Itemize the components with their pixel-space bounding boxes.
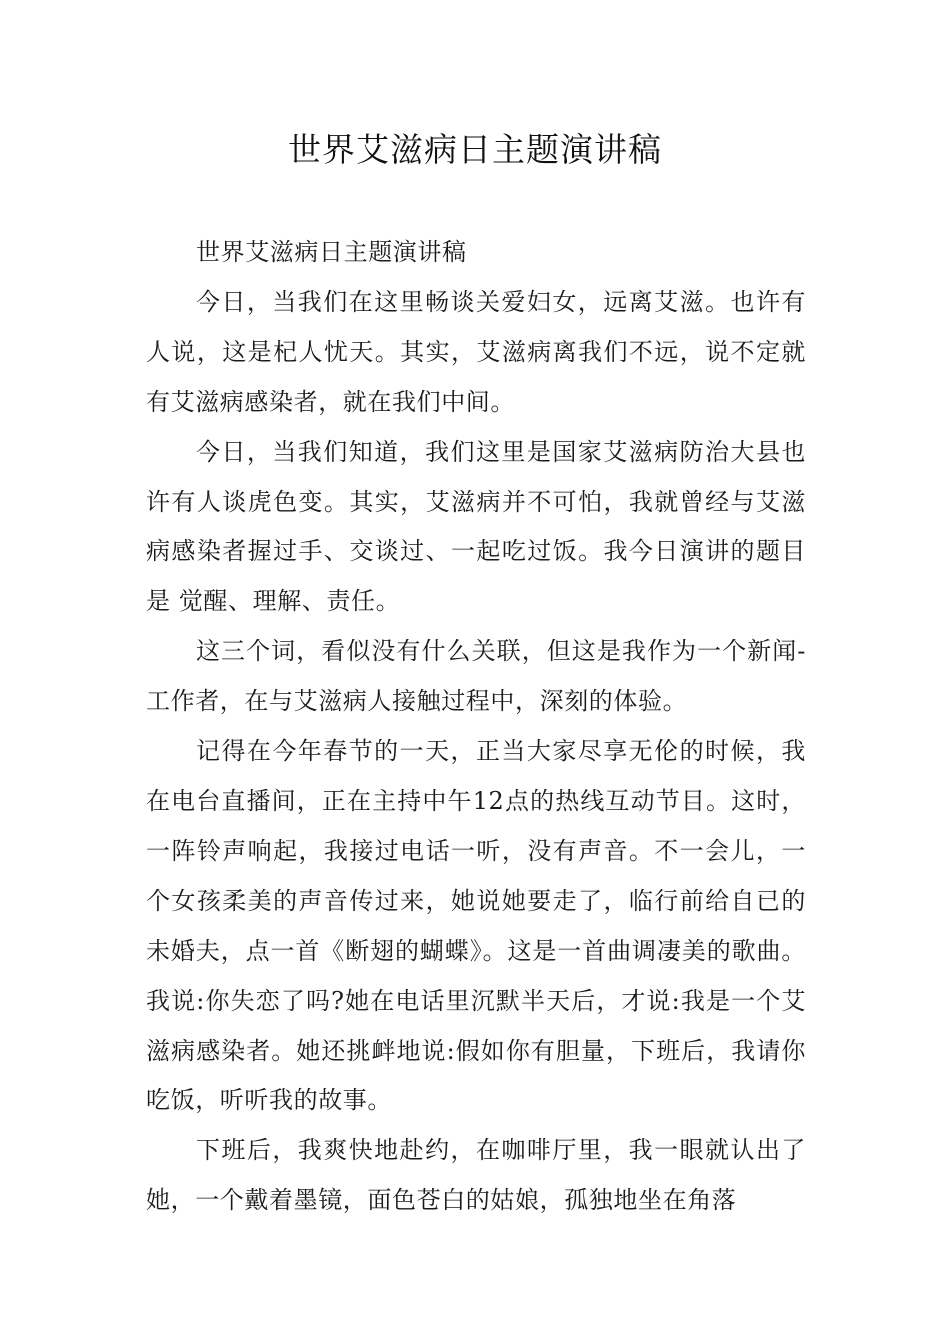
paragraph: 记得在今年春节的一天，正当大家尽享无伦的时候，我在电台直播间，正在主持中午12点的热线互动节目。这时，一阵铃声响起，我接过电话一听，没有声音。不一会儿，一个女孩柔美的声音传过来，她说她要走了，临行前给自已的未婚夫，点一首《断翅的蝴蝶》。这是一首曲调凄美的歌曲。我说:你失恋了吗?她在电话里沉默半天后，才说:我是一个艾滋病感染者。她还挑衅地说:假如你有胆量，下班后，我请你吃饭，听听我的故事。 [146, 737, 806, 1115]
document-body [146, 228, 806, 1226]
paragraph: 今日，当我们在这里畅谈关爱妇女，远离艾滋。也许有人说，这是杞人忧天。其实，艾滋病离我们不远，说不定就有艾滋病感染者，就在我们中间。 [146, 287, 806, 416]
paragraph: 今日，当我们知道，我们这里是国家艾滋病防治大县也许有人谈虎色变。其实，艾滋病并不可怕，我就曾经与艾滋病感染者握过手、交谈过、一起吃过饭。我今日演讲的题目是 觉醒、理解、责任。 [146, 437, 806, 616]
paragraph: 世界艾滋病日主题演讲稿 [196, 238, 467, 266]
paragraph: 下班后，我爽快地赴约，在咖啡厅里，我一眼就认出了她，一个戴着墨镜，面色苍白的姑娘，孤独地坐在角落 [146, 1136, 806, 1215]
document-title: 世界艾滋病日主题演讲稿 [288, 130, 662, 169]
paragraph: 这三个词，看似没有什么关联，但这是我作为一个新闻-工作者，在与艾滋病人接触过程中，深刻的体验。 [146, 637, 806, 716]
